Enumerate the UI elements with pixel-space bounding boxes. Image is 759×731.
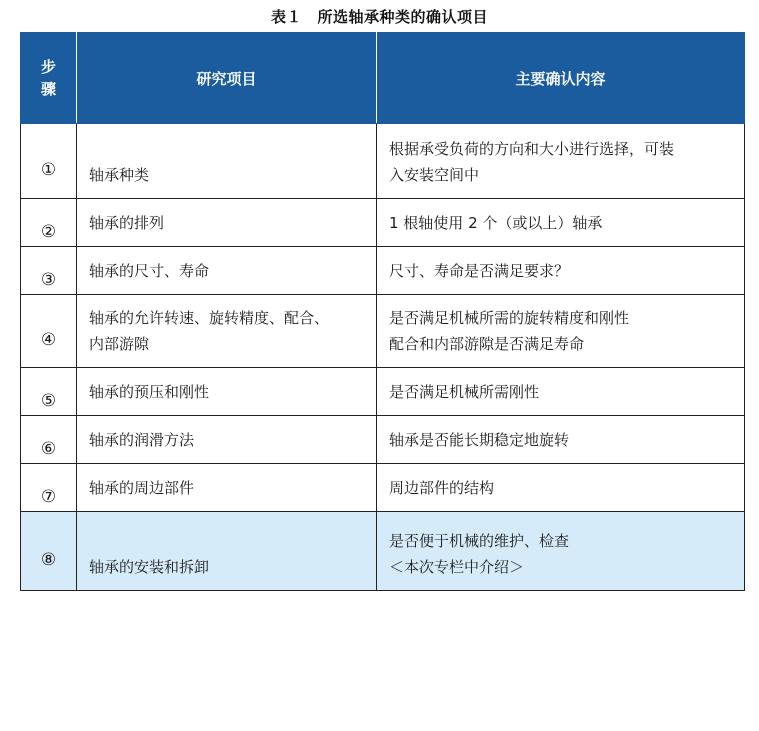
content-cell — [377, 368, 745, 416]
item-text: 轴承的尺寸、寿命 — [89, 262, 210, 280]
content-text: 是否便于机械的维护、检查 — [389, 532, 570, 550]
content-text: 周边部件的结构 — [389, 479, 495, 497]
item-text: 轴承的周边部件 — [89, 479, 195, 497]
content-text: 是否满足机械所需刚性 — [389, 383, 540, 401]
item-cell — [77, 464, 377, 512]
header-step-line1: 步 — [40, 58, 56, 76]
item-cell — [77, 416, 377, 464]
step-number: ② — [21, 199, 77, 247]
step-number: ⑧ — [21, 512, 77, 591]
content-cell — [377, 247, 745, 295]
table-row — [21, 295, 745, 368]
content-cell — [377, 416, 745, 464]
item-text: 轴承种类 — [89, 166, 150, 184]
table-caption: 表１ 所选轴承种类的确认项目 — [270, 8, 488, 26]
item-text: 内部游隙 — [89, 335, 150, 353]
item-text: 轴承的安装和拆卸 — [89, 558, 210, 576]
item-cell — [77, 124, 377, 199]
bearing-confirmation-table — [20, 32, 745, 591]
content-cell — [377, 512, 745, 591]
table-row — [21, 199, 745, 247]
content-text: 1 根轴使用 2 个（或以上）轴承 — [389, 214, 603, 232]
item-text: 轴承的排列 — [89, 214, 165, 232]
content-text: 是否满足机械所需的旋转精度和刚性 — [389, 309, 630, 327]
content-cell — [377, 199, 745, 247]
content-cell — [377, 464, 745, 512]
header-step-line2: 骤 — [40, 80, 56, 98]
item-cell — [77, 199, 377, 247]
content-text: 配合和内部游隙是否满足寿命 — [389, 335, 585, 353]
header-step — [21, 33, 77, 124]
table-row — [21, 124, 745, 199]
item-cell — [77, 247, 377, 295]
content-text: 根据承受负荷的方向和大小进行选择，可装 — [389, 140, 675, 158]
table-row-highlighted — [21, 512, 745, 591]
content-cell — [377, 295, 745, 368]
table-row — [21, 368, 745, 416]
content-text: 入安装空间中 — [389, 166, 480, 184]
step-number: ⑤ — [21, 368, 77, 416]
table-row — [21, 247, 745, 295]
item-text: 轴承的润滑方法 — [89, 431, 195, 449]
step-number: ⑥ — [21, 416, 77, 464]
content-text: ＜本次专栏中介绍＞ — [389, 558, 525, 576]
step-number: ⑦ — [21, 464, 77, 512]
item-text: 轴承的允许转速、旋转精度、配合、 — [89, 309, 330, 327]
item-cell — [77, 295, 377, 368]
step-number: ① — [21, 124, 77, 199]
item-cell — [77, 512, 377, 591]
content-text: 轴承是否能长期稳定地旋转 — [389, 431, 570, 449]
header-item: 研究项目 — [77, 33, 377, 124]
item-text: 轴承的预压和刚性 — [89, 383, 210, 401]
step-number: ③ — [21, 247, 77, 295]
content-text: 尺寸、寿命是否满足要求？ — [389, 262, 570, 280]
table-row — [21, 416, 745, 464]
content-cell — [377, 124, 745, 199]
step-number: ④ — [21, 295, 77, 368]
item-cell — [77, 368, 377, 416]
table-header-row — [21, 33, 745, 124]
table-row — [21, 464, 745, 512]
header-content: 主要确认内容 — [377, 33, 745, 124]
